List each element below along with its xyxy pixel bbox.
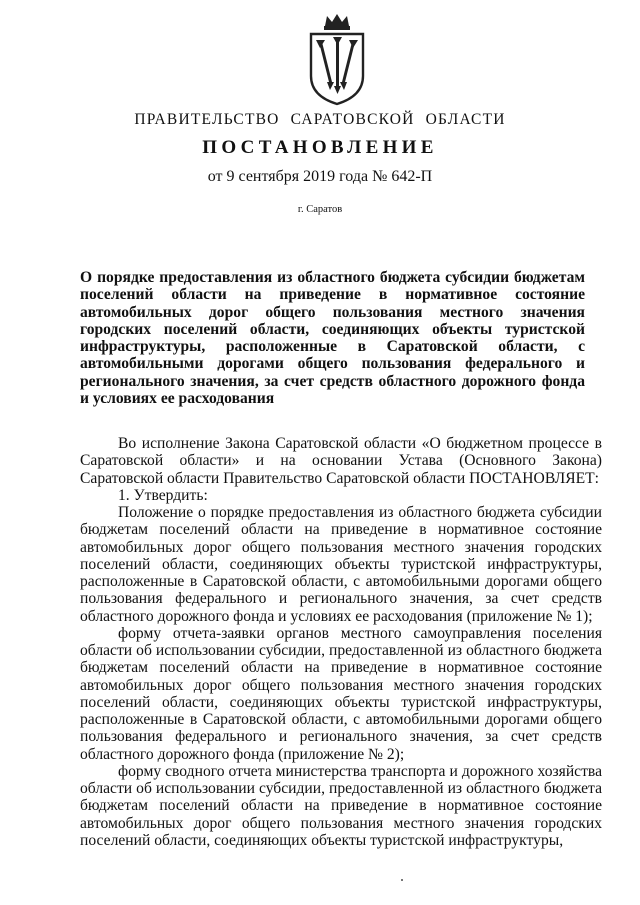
- document-type: ПОСТАНОВЛЕНИЕ: [202, 137, 438, 158]
- body-paragraph: форму сводного отчета министерства транспорта и дорожного хозяйства области об использовании субсидии, предоставленной из областного бюджета бюджетам поселений области на приведение в нормативное состояние автомобильных дорог общего пользования местного значения городских поселений области, соединяющих объекты туристской инфраструктуры,: [80, 762, 602, 849]
- body-paragraph: Положение о порядке предоставления из областного бюджета субсидии бюджетам поселений области на приведение в нормативное состояние автомобильных дорог общего пользования местного значения городских поселений области, соединяющих объекты туристской инфраструктуры, расположенные в Саратовской области, с автомобильными дорогами общего пользования федерального и регионального значения, за счет средств областного дорожного фонда и условиях ее расходования (приложение № 1);: [80, 504, 602, 625]
- body-paragraph: Во исполнение Закона Саратовской области «О бюджетном процессе в Саратовской области» и на основании Устава (Основного Закона) Саратовской области Правительство Саратовской области ПОСТАНОВЛЯЕТ:: [80, 435, 602, 487]
- document-city: г. Саратов: [297, 204, 343, 215]
- document-body: [80, 435, 602, 849]
- document-date-number: от 9 сентября 2019 года № 642-П: [207, 168, 433, 185]
- saratov-region-coat-of-arms-icon: [305, 12, 369, 108]
- government-name: ПРАВИТЕЛЬСТВО САРАТОВСКОЙ ОБЛАСТИ: [134, 111, 506, 128]
- scan-mark: [401, 879, 403, 881]
- body-paragraph: 1. Утвердить:: [118, 486, 208, 504]
- body-paragraph: форму отчета-заявки органов местного самоуправления поселения области об использовании субсидии, предоставленной из областного бюджета бюджетам поселений области на приведение в нормативное состояние автомобильных дорог общего пользования местного значения городских поселений области, соединяющих объекты туристской инфраструктуры, расположенные в Саратовской области, с автомобильными дорогами общего пользования федерального и регионального значения, за счет средств областного дорожного фонда (приложение № 2);: [80, 624, 602, 763]
- document-subject: О порядке предоставления из областного бюджета субсидии бюджетам поселений области на приведение в нормативное состояние автомобильных дорог общего пользования местного значения городских поселений области, соединяющих объекты туристской инфраструктуры, расположенные в Саратовской области, с автомобильными дорогами общего пользования федерального и регионального значения, за счет средств областного дорожного фонда и условиях ее расходования: [80, 269, 585, 408]
